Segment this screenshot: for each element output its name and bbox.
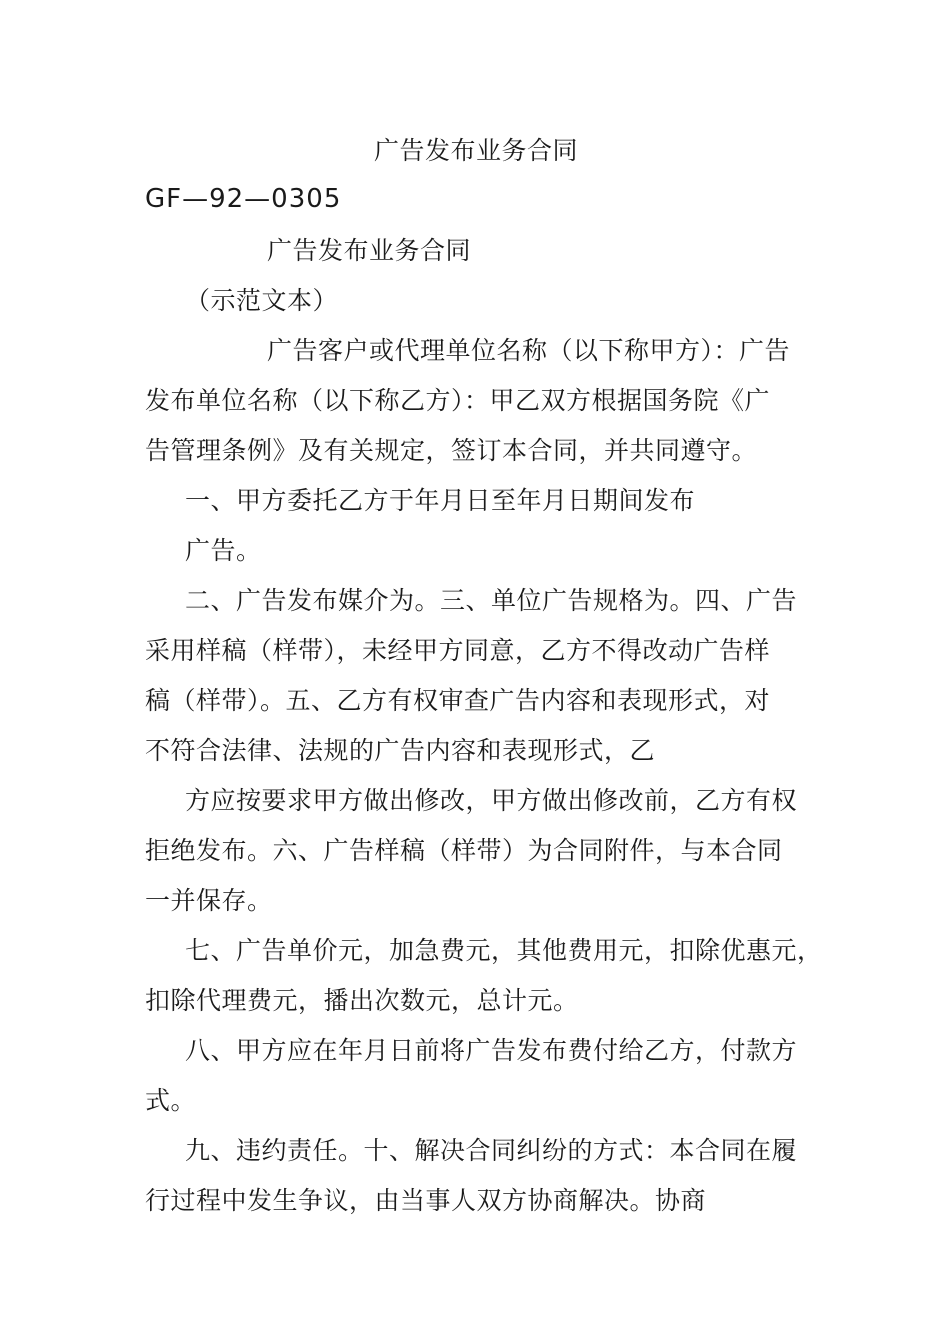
text-line: 不符合法律、法规的广告内容和表现形式，乙 — [145, 736, 656, 765]
text-line: 告管理条例》及有关规定，签订本合同，并共同遵守。 — [145, 436, 758, 465]
text-line: 一、甲方委托乙方于年月日至年月日期间发布 — [185, 486, 696, 515]
text-line: 九、违约责任。十、解决合同纠纷的方式：本合同在履 — [185, 1136, 798, 1165]
text-line: 稿（样带）。五、乙方有权审查广告内容和表现形式，对 — [145, 686, 771, 715]
text-line: 式。 — [145, 1086, 197, 1115]
text-line: 八、甲方应在年月日前将广告发布费付给乙方，付款方 — [185, 1036, 798, 1065]
text-line: 广告。 — [185, 536, 262, 565]
document-note: （示范文本） — [185, 286, 339, 315]
document-subtitle: 广告发布业务合同 — [267, 236, 472, 265]
text-line: 扣除代理费元，播出次数元，总计元。 — [145, 986, 579, 1015]
text-line: 行过程中发生争议，由当事人双方协商解决。协商 — [145, 1186, 707, 1215]
text-line: 广告客户或代理单位名称（以下称甲方）：广告 — [267, 336, 791, 365]
text-line: 拒绝发布。六、广告样稿（样带）为合同附件，与本合同 — [145, 836, 783, 865]
document-code: GF—92—0305 — [145, 184, 342, 214]
text-line: 七、广告单价元，加急费元，其他费用元，扣除优惠元， — [185, 936, 823, 965]
text-line: 采用样稿（样带），未经甲方同意，乙方不得改动广告样 — [145, 636, 771, 665]
document-title: 广告发布业务合同 — [374, 136, 579, 165]
text-line: 发布单位名称（以下称乙方）：甲乙双方根据国务院《广 — [145, 386, 771, 415]
text-line: 方应按要求甲方做出修改，甲方做出修改前，乙方有权 — [185, 786, 798, 815]
text-line: 二、广告发布媒介为。三、单位广告规格为。四、广告 — [185, 586, 798, 615]
text-line: 一并保存。 — [145, 886, 273, 915]
